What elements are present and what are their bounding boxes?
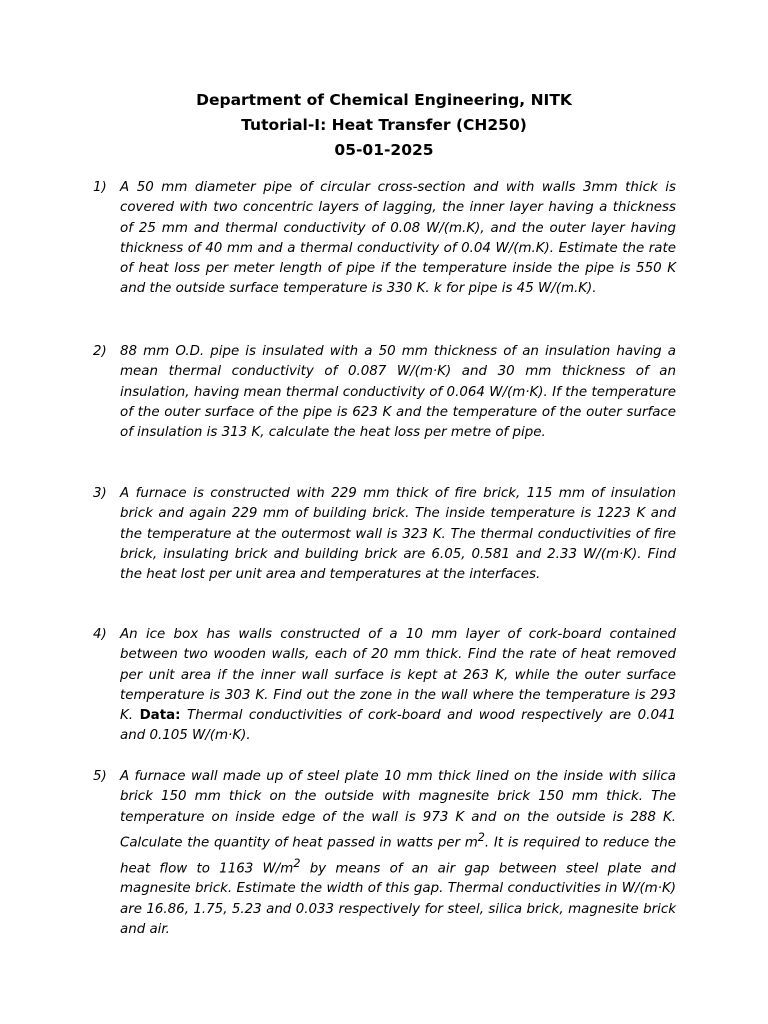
superscript: 2 [477, 830, 485, 844]
question-text: A furnace is constructed with 229 mm thick of fire brick, 115 mm of insulation brick and again 229 mm of building brick. The inside temperature is 1223 K and the temperature at the outermost wall is 323 K. The thermal conductivities of fire brick, insulating brick and building brick are 6.05, 0.581 and 2.33 W/(m·K). Find the heat lost per unit area and temperatures at the interfaces. [120, 486, 676, 583]
question-1 [93, 178, 676, 300]
question-number: 5) [93, 769, 107, 784]
question-text: A 50 mm diameter pipe of circular cross-section and with walls 3mm thick is covered with two concentric layers of lagging, the inner layer having a thickness of 25 mm and thermal conductivity of 0.08 W/(m.K), and the outer layer having thickness of 40 mm and a thermal conductivity of 0.04 W/(m.K). Estimate the rate of heat loss per meter length of pipe if the temperature inside the pipe is 550 K and the outside surface temperature is 330 K. k for pipe is 45 W/(m.K). [120, 180, 676, 297]
question-text-part: by means of an air gap between steel plate and magnesite brick. Estimate the width of this gap. Thermal conductivities in W/(m·K) are 16.86, 1.75, 5.23 and 0.033 respectively for steel, silica brick, magnesite brick and air. [120, 861, 677, 938]
data-label: Data: [139, 708, 181, 724]
question-number: 1) [93, 180, 107, 195]
question-text: 88 mm O.D. pipe is insulated with a 50 mm thickness of an insulation having a mean thermal conductivity of 0.087 W/(m·K) and 30 mm thickness of an insulation, having mean thermal conductivity of 0.064 W/(m·K). If the temperature of the outer surface of the pipe is 623 K and the temperature of the outer surface of insulation is 313 K, calculate the heat loss per metre of pipe. [120, 344, 676, 441]
question-text-part: Thermal conductivities of cork-board and wood respectively are 0.041 and 0.105 W/(m·K). [120, 708, 676, 744]
question-4 [93, 625, 676, 747]
tutorial-title: Tutorial-I: Heat Transfer (CH250) [241, 116, 527, 134]
question-5 [93, 767, 676, 940]
question-number: 2) [93, 344, 107, 359]
document-header [0, 88, 768, 163]
question-text-part: . It is required to reduce the heat flow to 1163 W/m [120, 835, 677, 877]
superscript: 2 [293, 856, 301, 870]
question-2 [93, 342, 676, 443]
department-title: Department of Chemical Engineering, NITK [196, 91, 572, 109]
question-number: 4) [93, 627, 107, 642]
question-text [120, 625, 676, 747]
tutorial-date: 05-01-2025 [334, 141, 434, 159]
question-text-part: A furnace wall made up of steel plate 10 mm thick lined on the inside with silica brick 150 mm thick on the outside with magnesite brick 150 mm thick. The temperature on inside edge of the wall is 973 K and on the outside is 288 K. Calculate the quantity of heat passed in watts per m [120, 769, 676, 851]
question-text [120, 767, 676, 940]
question-3 [93, 484, 676, 585]
question-number: 3) [93, 486, 107, 501]
question-text-part: An ice box has walls constructed of a 10 mm layer of cork-board contained between two wooden walls, each of 20 mm thick. Find the rate of heat removed per unit area if the inner wall surface is kept at 263 K, while the outer surface temperature is 303 K. Find out the zone in the wall where the temperature is 293 K. [120, 627, 676, 724]
